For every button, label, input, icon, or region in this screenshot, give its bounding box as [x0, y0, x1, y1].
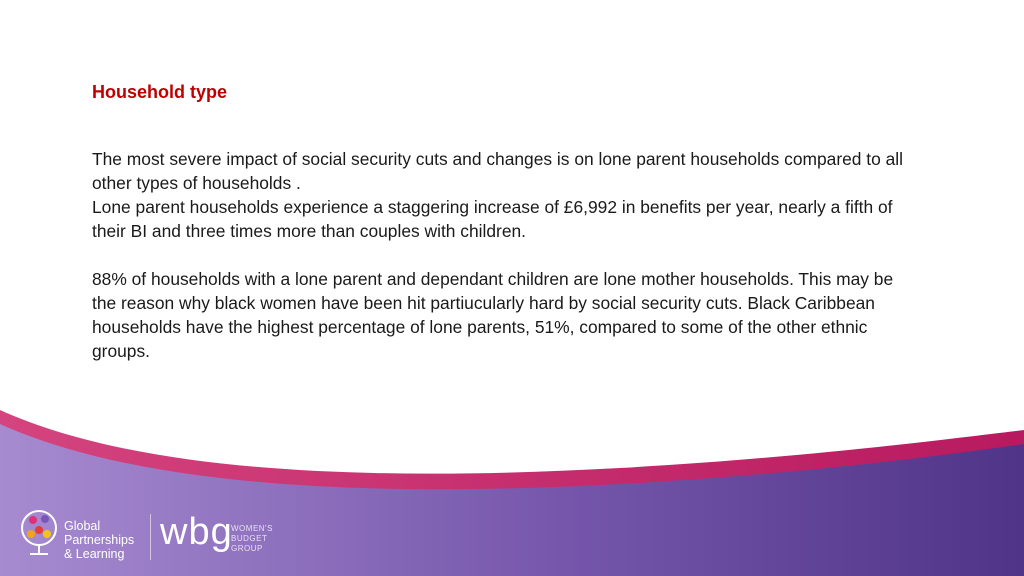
gpl-line-3: & Learning [64, 547, 125, 561]
gpl-line-2: Partnerships [64, 533, 135, 547]
slide-title: Household type [92, 82, 228, 102]
wbg-word-3: GROUP [231, 544, 263, 553]
paragraph-2: 88% of households with a lone parent and dependant children are lone mother households. This may be the reason why black women have been hit partiucularly hard by social security cuts. Black Caribbean households have the highest percentage of lone parents, 51%, compared to some of the other ethnic groups. [92, 269, 894, 361]
wbg-logo-mark: wbg [160, 511, 233, 553]
gpl-line-1: Global [64, 519, 101, 533]
footer-purple-fill [0, 424, 1024, 576]
paragraph-spacer [92, 243, 922, 267]
slide-body [92, 147, 922, 363]
wbg-logo-words [231, 524, 273, 554]
gpl-wordmark [64, 519, 134, 561]
wbg-word-1: WOMEN'S [231, 524, 273, 533]
paragraph-1-line-1: The most severe impact of social security cuts and changes is on lone parent households compared to all other types of households . [92, 149, 904, 193]
paragraph-1-line-2: Lone parent households experience a staggering increase of £6,992 in benefits per year, nearly a fifth of their BI and three times more than couples with children. [92, 197, 893, 241]
logo-divider [150, 514, 151, 560]
wbg-word-2: BUDGET [231, 534, 268, 543]
globe-figures-icon [18, 506, 62, 560]
footer-band [0, 400, 1024, 576]
